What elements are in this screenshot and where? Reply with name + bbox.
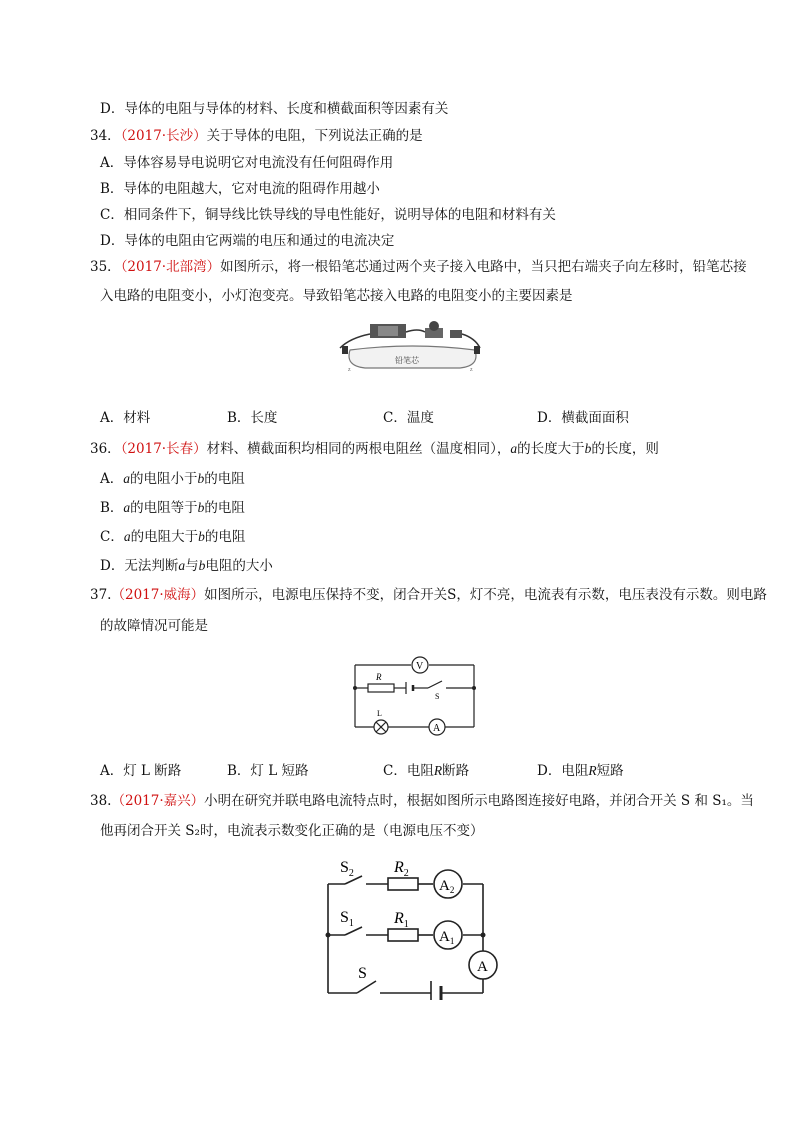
svg-text:z: z: [348, 367, 351, 373]
q37-source: （2017·威海）: [111, 587, 205, 603]
ammeter-a2-label: $A_2$: [439, 878, 455, 895]
q34-option-d: D．导体的电阻由它两端的电压和通过的电流决定: [100, 233, 395, 249]
q36-option-b: B．a的电阻等于b的电阻: [100, 500, 245, 516]
q34-option-a: A．导体容易导电说明它对电流没有任何阻碍作用: [100, 155, 394, 171]
q37-text-1: 如图所示，电源电压保持不变，闭合开关S，灯不亮，电流表有示数，电压表没有示数。则电路: [204, 587, 767, 603]
resistor-r2-label: $R_2$: [394, 859, 409, 879]
q38-stem-line2: 他再闭合开关 S₂时，电流表示数变化正确的是（电源电压不变）: [100, 823, 484, 839]
q36-var-a: a: [510, 441, 518, 456]
q36-text-3: 的长度，则: [591, 441, 659, 457]
q35-number: 35．: [90, 259, 121, 275]
q34-source: （2017·长沙）: [120, 128, 207, 144]
q37-option-d: D．电阻R短路: [537, 763, 624, 779]
q33-option-d: D．导体的电阻与导体的材料、长度和横截面积等因素有关: [100, 101, 449, 117]
resistor-r-label: R: [376, 672, 382, 682]
lamp-l-label: L: [377, 709, 382, 718]
ammeter-label: A: [433, 723, 441, 734]
ammeter-main-label: A: [477, 959, 488, 975]
q36-var-b: b: [584, 441, 592, 456]
q37-stem-line2: 的故障情况可能是: [100, 618, 208, 634]
q35-stem-line1: [90, 258, 747, 276]
q35-option-b: B．长度: [227, 410, 278, 426]
switch-s1-label: $S_1$: [340, 909, 354, 929]
voltmeter-label: V: [416, 661, 424, 672]
q38-parallel-circuit-diagram: [320, 850, 500, 1000]
switch-s-label: S: [435, 692, 440, 701]
q35-option-c: C．温度: [383, 410, 434, 426]
svg-text:z: z: [470, 367, 473, 373]
resistor-r1-icon: [388, 929, 418, 941]
q38-source: （2017·嘉兴）: [111, 793, 205, 809]
q37-option-a: A．灯 L 断路: [100, 763, 182, 779]
q38-text-1: 小明在研究并联电路电流特点时，根据如图所示电路图连接好电路，并闭合开关 S 和 S₁。当: [204, 793, 754, 809]
q37-options: [100, 762, 700, 780]
q36-option-c: C．a的电阻大于b的电阻: [100, 529, 246, 545]
q34-number: 34．: [90, 128, 121, 144]
q36-text-1: 材料、横截面积均相同的两根电阻丝（温度相同），: [206, 441, 511, 457]
ammeter-a1-label: $A_1$: [439, 929, 455, 946]
q36-option-a: A．a的电阻小于b的电阻: [100, 471, 245, 487]
q37-option-c: C．电阻R断路: [383, 763, 470, 779]
q35-option-d: D．横截面面积: [537, 410, 629, 426]
q36-number: 36．: [90, 441, 121, 457]
q34-stem: [90, 127, 423, 145]
q35-text-1: 如图所示，将一根铅笔芯通过两个夹子接入电路中，当只把右端夹子向左移时，铅笔芯接: [220, 259, 747, 275]
q34-option-c: C．相同条件下，铜导线比铁导线的导电性能好，说明导体的电阻和材料有关: [100, 207, 556, 223]
q38-number: 38.: [90, 793, 112, 809]
q38-stem-line1: [90, 792, 754, 810]
q37-number: 37.: [90, 587, 112, 603]
q34-text: 关于导体的电阻，下列说法正确的是: [206, 128, 423, 144]
resistor-r2-icon: [388, 878, 418, 890]
q36-text-2: 的长度大于: [517, 441, 585, 457]
q36-source: （2017·长春）: [120, 441, 207, 457]
switch-s2-label: $S_2$: [340, 859, 354, 879]
switch-s-label: S: [358, 965, 367, 982]
q35-stem-line2: 入电路的电阻变小，小灯泡变亮。导致铅笔芯接入电路的电阻变小的主要因素是: [100, 288, 573, 304]
q35-source: （2017·北部湾）: [120, 259, 221, 275]
q37-option-b: B．灯 L 短路: [227, 763, 309, 779]
q35-options: [100, 409, 700, 427]
bulb: [429, 321, 439, 331]
q36-stem: [90, 440, 659, 458]
resistor-r-icon: [368, 684, 394, 692]
q35-option-a: A．材料: [100, 410, 151, 426]
resistor-r1-label: $R_1$: [394, 910, 409, 930]
q37-circuit-diagram: [350, 655, 480, 743]
q35-pencil-circuit-figure: [330, 318, 495, 380]
q37-stem-line1: [90, 586, 767, 604]
q36-option-d: D．无法判断a与b电阻的大小: [100, 558, 273, 574]
q34-option-b: B．导体的电阻越大，它对电流的阻碍作用越小: [100, 181, 380, 197]
pencil-lead-label: 铅笔芯: [395, 356, 419, 365]
